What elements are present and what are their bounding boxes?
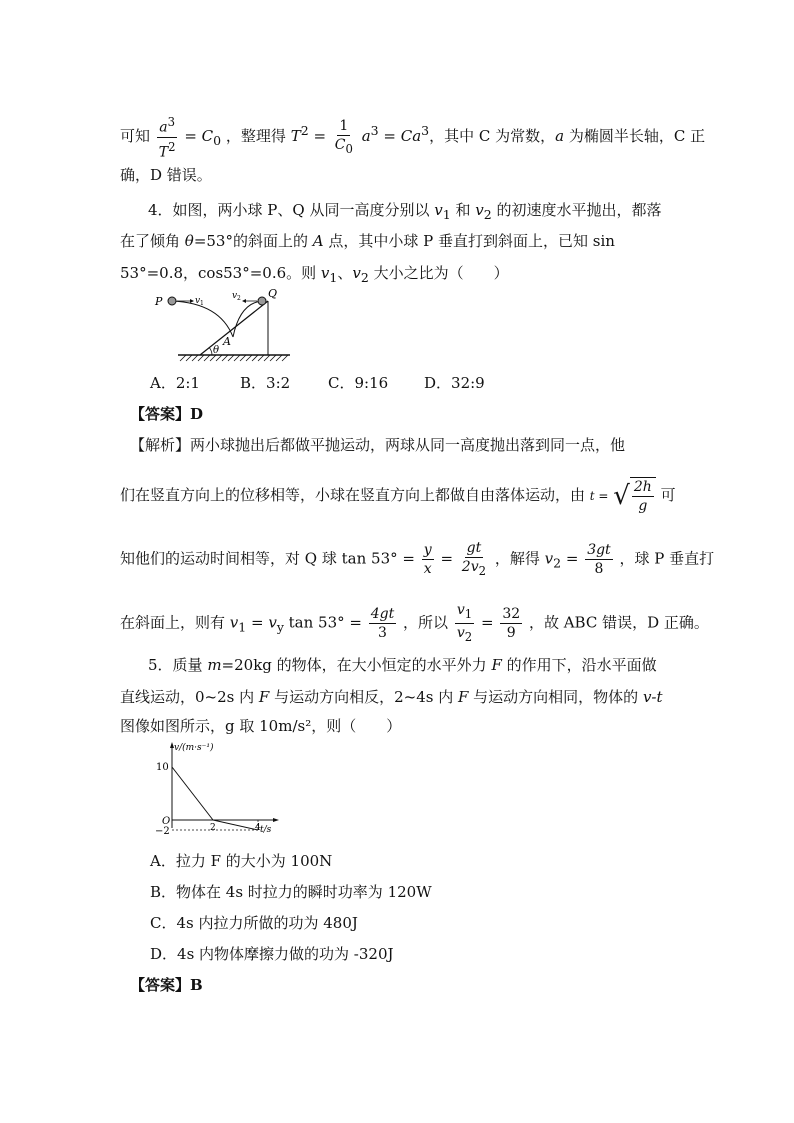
text: ，其中 C 为常数， — [429, 127, 556, 146]
eq: = — [440, 549, 454, 568]
text: 53°=0.8，cos53°=0.6。则 — [120, 264, 321, 282]
q5-option-b: B．物体在 4s 时拉力的瞬时功率为 120W — [150, 883, 432, 901]
text: ，所以 — [403, 613, 449, 632]
var-f: F — [258, 688, 270, 706]
text: =20kg 的物体，在大小恒定的水平外力 — [221, 656, 492, 674]
sub: 2 — [464, 629, 473, 644]
den: 9 — [506, 624, 516, 641]
var-f: F — [491, 656, 502, 674]
tan-expr: tan 53° = — [341, 549, 415, 568]
q5-line3: 图像如图所示，g 取 10m/s²，则（ ） — [120, 717, 402, 735]
q5-answer: 【答案】B — [130, 976, 203, 994]
num: 3gt — [587, 541, 611, 558]
sqrt-2h-over-g — [613, 477, 656, 515]
text: 们在竖直方向上的位移相等，小球在竖直方向上都做自由落体运动，由 — [120, 486, 586, 504]
var-v: v — [352, 264, 361, 282]
var-c: C — [334, 136, 346, 153]
text: 在斜面上，则有 — [120, 613, 226, 632]
var-a: a — [159, 119, 168, 136]
sub: 1 — [442, 207, 451, 222]
text: 4．如图，两小球 P、Q 从同一高度分别以 — [148, 201, 435, 219]
sub: 1 — [329, 270, 338, 285]
var-t: T — [158, 144, 169, 161]
var-t: T — [290, 127, 301, 146]
var-theta: θ — [184, 232, 194, 250]
var-a: a — [555, 127, 565, 146]
sub: 2 — [483, 207, 492, 222]
den: 3 — [378, 624, 387, 641]
sub: 2 — [553, 555, 562, 571]
var-vt: v-t — [642, 688, 663, 706]
text: ，整理得 — [225, 127, 286, 146]
fraction-3gt-over-8 — [585, 541, 613, 578]
eq: = Ca — [378, 127, 422, 146]
text: 可 — [660, 486, 676, 504]
q4-exp-line4 — [120, 601, 709, 646]
fraction-v1-over-v2 — [455, 601, 474, 646]
q5-option-c: C．4s 内拉力所做的功为 480J — [150, 914, 358, 932]
fraction — [632, 478, 654, 515]
sub: 1 — [464, 606, 473, 621]
x-axis-arrow — [273, 818, 279, 822]
q4-exp-line3 — [120, 539, 714, 580]
num: gt — [466, 540, 482, 556]
q4-option-b: B．3:2 — [240, 374, 291, 392]
var-v: v — [320, 264, 330, 282]
text: =53°的斜面上的 — [193, 232, 313, 250]
q4-exp-line2 — [120, 477, 676, 515]
radicand — [630, 477, 656, 515]
sub: 1 — [238, 619, 247, 635]
num: 2h — [633, 479, 652, 495]
q5-option-a: A．拉力 F 的大小为 100N — [150, 852, 333, 870]
tick-neg2: −2 — [155, 826, 170, 837]
num: 32 — [502, 605, 521, 622]
q5-line1 — [148, 654, 657, 676]
sup: 3 — [421, 123, 430, 139]
x-axis-label: t/s — [260, 825, 272, 835]
arrowhead-v2 — [242, 299, 246, 303]
eq: = C — [184, 127, 214, 146]
var-m: m — [207, 656, 222, 674]
radical-sign: √ — [613, 481, 630, 511]
text: 为椭圆半长轴，C 正 — [564, 127, 706, 146]
y-axis-label: v/(m·s⁻¹) — [174, 743, 214, 753]
sub: 0 — [345, 141, 353, 156]
eq: = — [480, 613, 494, 632]
den: x — [423, 560, 432, 577]
fraction-4gt-over-3 — [369, 605, 397, 642]
origin-label: O — [162, 816, 171, 827]
den: 8 — [594, 560, 604, 577]
num: v — [456, 602, 465, 618]
label-v1: v — [195, 296, 201, 306]
vt-graph — [155, 740, 295, 840]
fraction-32-over-9 — [500, 605, 522, 642]
text: 与运动方向相反，2~4s 内 — [269, 688, 458, 706]
text: 的作用下，沿水平面做 — [501, 656, 657, 674]
p1-line2: 确，D 错误。 — [120, 166, 212, 184]
tick-4: 4 — [255, 823, 261, 833]
var-v: v — [544, 549, 554, 568]
sub: 2 — [478, 563, 487, 578]
q4-exp-line1: 【解析】两小球抛出后都做平抛运动，两球从同一高度抛出落到同一点，他 — [130, 436, 626, 454]
text: 的初速度水平抛出，都落 — [491, 201, 662, 219]
q4-line2 — [120, 230, 615, 252]
vt-line-segment1 — [172, 767, 213, 820]
num: 1 — [339, 117, 349, 134]
theta-arc — [209, 348, 212, 355]
text: 5．质量 — [148, 656, 208, 674]
var-v: v — [434, 201, 443, 219]
var-a: A — [312, 232, 324, 250]
sup: 3 — [370, 123, 379, 139]
fraction-gt-over-2v2 — [460, 539, 488, 580]
vt-line-segment2 — [213, 820, 258, 830]
var-f: F — [457, 688, 469, 706]
eq: = — [561, 549, 579, 568]
text: 可知 — [120, 127, 151, 146]
var-v: v — [229, 613, 239, 632]
den: v — [456, 624, 465, 641]
projectile-figure — [150, 285, 295, 365]
text: 、 — [337, 264, 353, 282]
den: 2v — [461, 559, 479, 575]
tick-2: 2 — [210, 823, 216, 833]
var-v: v — [475, 201, 484, 219]
label-theta: θ — [213, 345, 220, 356]
ball-q — [258, 297, 266, 305]
q5-option-d: D．4s 内物体摩擦力做的功为 -320J — [150, 945, 394, 963]
label-v2: v — [232, 291, 238, 301]
sup: 2 — [168, 139, 176, 154]
text: 在了倾角 — [120, 232, 185, 250]
ground-hatch — [180, 355, 288, 361]
sup: 2 — [300, 123, 309, 139]
label-q: Q — [268, 287, 278, 300]
q4-option-a: A．2:1 — [150, 374, 200, 392]
trajectory-q — [233, 301, 262, 337]
eq: = v — [246, 613, 277, 632]
q4-line1 — [148, 199, 661, 226]
num: 4gt — [370, 605, 395, 622]
tick-10: 10 — [156, 762, 169, 773]
text: ，故 ABC 错误，D 正确。 — [528, 613, 709, 632]
sub: 2 — [360, 270, 369, 285]
sub: 0 — [213, 133, 222, 149]
label-v1-sub: 1 — [200, 300, 204, 307]
num: y — [423, 541, 432, 558]
text: 与运动方向相同，物体的 — [468, 688, 643, 706]
label-v2-sub: 2 — [237, 295, 241, 302]
fraction-a3-over-t2 — [157, 113, 178, 161]
label-a: A — [223, 335, 231, 348]
incline-line — [200, 301, 268, 355]
fraction-1-over-c0 — [333, 117, 355, 158]
label-p: P — [155, 295, 163, 308]
q4-answer: 【答案】D — [130, 405, 204, 423]
text: 点，其中小球 P 垂直打到斜面上，已知 sin — [323, 232, 615, 250]
sub: y — [276, 619, 284, 635]
arrowhead-v1 — [190, 299, 194, 303]
q4-option-c: C．9:16 — [328, 374, 389, 392]
fraction-y-over-x — [422, 541, 434, 578]
text: 大小之比为（ ） — [368, 264, 509, 282]
text: 直线运动，0~2s 内 — [120, 688, 259, 706]
text: 知他们的运动时间相等，对 Q 球 — [120, 549, 337, 568]
eq: t = — [589, 489, 609, 503]
text: 和 — [450, 201, 476, 219]
p1-line1 — [120, 113, 705, 161]
q4-option-d: D．32:9 — [424, 374, 485, 392]
ball-p — [168, 297, 176, 305]
text: ，球 P 垂直打 — [619, 549, 715, 568]
text: ，解得 — [494, 549, 540, 568]
sup: 3 — [167, 115, 176, 129]
q5-line2 — [120, 686, 663, 708]
tan-expr: tan 53° = — [283, 613, 362, 632]
eq: = — [308, 127, 327, 146]
den: g — [638, 498, 648, 514]
var-a: a — [361, 127, 371, 146]
